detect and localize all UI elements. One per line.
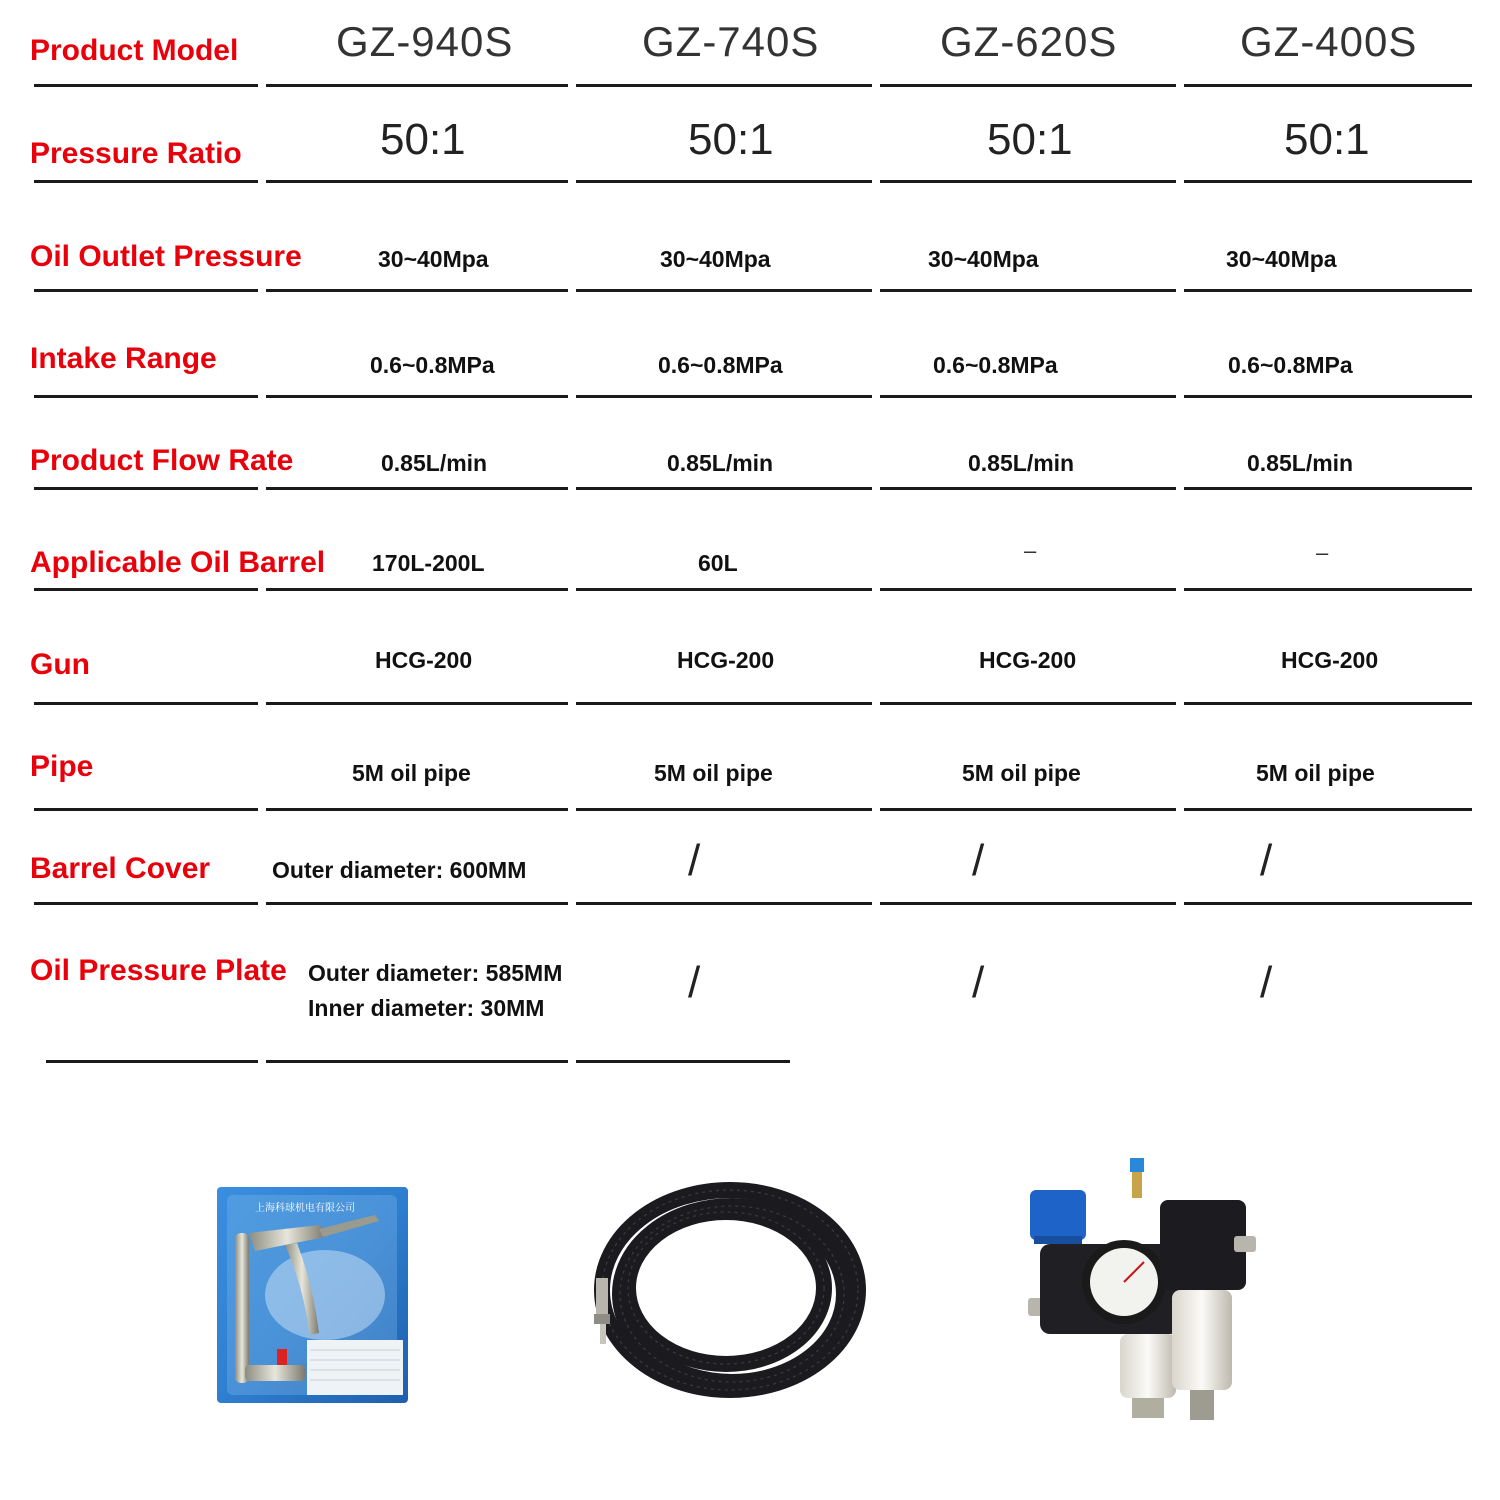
model-cell: GZ-400S (1240, 18, 1418, 65)
row-divider (1184, 487, 1472, 490)
row-divider (266, 180, 568, 183)
model-cell: GZ-940S (336, 18, 514, 65)
row-divider (576, 902, 872, 905)
value-cell: 0.85L/min (381, 450, 488, 476)
row-divider (576, 487, 872, 490)
row-divider (880, 84, 1176, 87)
value-cell: HCG-200 (375, 647, 473, 673)
row-label: Gun (30, 648, 90, 681)
value-cell: 50:1 (987, 115, 1073, 164)
row-divider (1184, 808, 1472, 811)
value-cell: Outer diameter: 600MM (272, 857, 527, 883)
row-divider (34, 84, 258, 87)
row-divider (880, 902, 1176, 905)
value-cell: HCG-200 (677, 647, 775, 673)
value-cell: 0.6~0.8MPa (370, 352, 495, 378)
value-cell: – (1316, 540, 1329, 565)
value-cell: 5M oil pipe (962, 760, 1081, 786)
row-divider (576, 1060, 790, 1063)
value-cell: 0.6~0.8MPa (658, 352, 783, 378)
row-divider (34, 902, 258, 905)
value-cell: 0.85L/min (667, 450, 774, 476)
value-cell: 5M oil pipe (654, 760, 773, 786)
value-cell: / (688, 836, 701, 885)
value-cell: 30~40Mpa (928, 246, 1039, 272)
row-label: Applicable Oil Barrel (30, 546, 326, 579)
row-divider (34, 180, 258, 183)
row-divider (266, 84, 568, 87)
row-divider (266, 487, 568, 490)
row-divider (34, 289, 258, 292)
row-divider (576, 84, 872, 87)
row-divider (880, 395, 1176, 398)
row-label: Product Flow Rate (30, 444, 294, 477)
value-cell: 30~40Mpa (1226, 246, 1337, 272)
row-label: Barrel Cover (30, 852, 211, 885)
value-cell: 60L (698, 550, 738, 576)
value-cell: / (688, 958, 701, 1007)
svg-text:上海科球机电有限公司: 上海科球机电有限公司 (255, 1203, 355, 1214)
row-divider (1184, 395, 1472, 398)
row-label: Pipe (30, 750, 94, 783)
row-divider (34, 808, 258, 811)
value-cell: / (972, 836, 985, 885)
hydraulic-hose-icon (580, 1170, 870, 1420)
row-divider (34, 702, 258, 705)
value-cell: HCG-200 (979, 647, 1077, 673)
value-cell: 50:1 (688, 115, 774, 164)
value-cell: Outer diameter: 585MM (308, 960, 563, 986)
row-divider (34, 395, 258, 398)
value-cell: 50:1 (1284, 115, 1370, 164)
row-divider (266, 808, 568, 811)
value-cell: 5M oil pipe (352, 760, 471, 786)
model-cell: GZ-620S (940, 18, 1118, 65)
row-divider (34, 588, 258, 591)
row-divider (1184, 588, 1472, 591)
row-divider (1184, 702, 1472, 705)
value-cell: / (1260, 958, 1273, 1007)
row-divider (576, 588, 872, 591)
row-label: Oil Outlet Pressure (30, 240, 302, 273)
value-cell: 0.85L/min (1247, 450, 1354, 476)
value-cell: – (1024, 538, 1037, 563)
value-cell: 5M oil pipe (1256, 760, 1375, 786)
row-divider (880, 808, 1176, 811)
grease-gun-package-icon (215, 1185, 410, 1405)
value-cell: 50:1 (380, 115, 466, 164)
row-divider (880, 702, 1176, 705)
value-cell-inner-diameter: Inner diameter: 30MM (308, 995, 545, 1021)
row-label: Oil Pressure Plate (30, 954, 287, 987)
row-divider (266, 702, 568, 705)
row-label: Product Model (30, 34, 239, 67)
value-cell: 30~40Mpa (660, 246, 771, 272)
value-cell: HCG-200 (1281, 647, 1379, 673)
row-divider (880, 180, 1176, 183)
value-cell: / (1260, 836, 1273, 885)
row-divider (266, 902, 568, 905)
row-divider (576, 702, 872, 705)
row-divider (576, 180, 872, 183)
row-divider (1184, 902, 1472, 905)
row-divider (1184, 180, 1472, 183)
row-divider (880, 487, 1176, 490)
value-cell: 170L-200L (372, 550, 485, 576)
row-divider (576, 395, 872, 398)
row-divider (576, 289, 872, 292)
row-divider (576, 808, 872, 811)
value-cell: 30~40Mpa (378, 246, 489, 272)
row-label: Pressure Ratio (30, 137, 242, 170)
row-divider (1184, 84, 1472, 87)
row-divider (34, 487, 258, 490)
row-divider (266, 395, 568, 398)
air-filter-regulator-icon (1020, 1150, 1260, 1440)
value-cell: / (972, 958, 985, 1007)
value-cell: 0.6~0.8MPa (1228, 352, 1353, 378)
row-divider (266, 588, 568, 591)
model-cell: GZ-740S (642, 18, 820, 65)
row-divider (880, 588, 1176, 591)
value-cell: 0.85L/min (968, 450, 1075, 476)
row-divider (46, 1060, 258, 1063)
row-divider (266, 289, 568, 292)
row-divider (880, 289, 1176, 292)
row-label: Intake Range (30, 342, 217, 375)
row-divider (266, 1060, 568, 1063)
row-divider (1184, 289, 1472, 292)
value-cell: 0.6~0.8MPa (933, 352, 1058, 378)
